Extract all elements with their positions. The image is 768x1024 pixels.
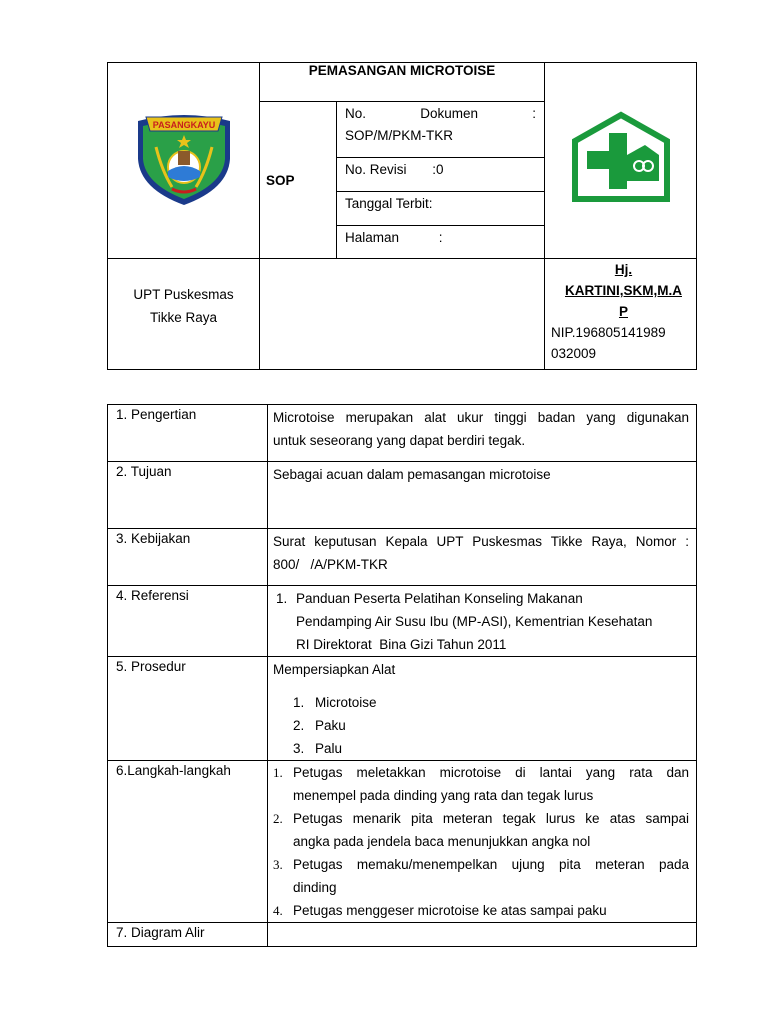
prosedur-intro: Mempersiapkan Alat xyxy=(273,662,396,677)
sop-content-table xyxy=(107,404,697,947)
no-dokumen-label: No. xyxy=(345,106,367,121)
row-referensi xyxy=(108,586,697,657)
row-diagram-alir xyxy=(108,923,697,947)
signer-line2: KARTINI,SKM,M.A xyxy=(565,283,682,298)
row-prosedur xyxy=(108,657,697,761)
referensi-line1: Panduan Peserta Pelatihan Konseling Makanan xyxy=(296,591,583,606)
list-item: 4. Petugas menggeser microtoise ke atas sampai paku xyxy=(273,903,607,918)
signer-line1: Hj. xyxy=(614,262,633,277)
emblem-banner-text: PASANGKAYU xyxy=(152,120,215,130)
sop-header-table xyxy=(107,62,697,370)
no-dokumen-colon: : xyxy=(532,106,536,121)
no-dokumen-value: SOP/M/PKM-TKR xyxy=(345,128,454,143)
pasangkayu-emblem-icon xyxy=(132,111,236,207)
langkah-label: 6.Langkah-langkah xyxy=(108,761,268,923)
no-revisi-label: No. Revisi xyxy=(345,162,407,177)
prosedur-label: 5. Prosedur xyxy=(108,657,268,761)
no-revisi-value: :0 xyxy=(432,162,444,177)
row-tujuan xyxy=(108,462,697,529)
tujuan-value: Sebagai acuan dalam pemasangan microtoise xyxy=(268,462,697,529)
org-cell xyxy=(108,259,260,370)
row-pengertian xyxy=(108,405,697,462)
kebijakan-line1: Surat keputusan Kepala UPT Puskesmas Tikke Raya, Nomor : xyxy=(273,534,689,549)
prosedur-list xyxy=(273,691,689,760)
referensi-label: 4. Referensi xyxy=(108,586,268,657)
kebijakan-line2: 800/ /A/PKM-TKR xyxy=(273,557,388,572)
empty-middle-cell xyxy=(260,259,545,370)
org-line1: UPT Puskesmas xyxy=(133,287,234,302)
puskesmas-logo-cell xyxy=(545,63,697,259)
doc-info-cell xyxy=(260,63,545,259)
puskesmas-logo-icon xyxy=(569,111,673,207)
pengertian-line1: Microtoise merupakan alat ukur tinggi badan yang digunakan xyxy=(273,410,689,425)
kebijakan-value xyxy=(268,529,697,586)
tanggal-terbit-label: Tanggal Terbit: xyxy=(345,196,433,211)
signer-cell xyxy=(545,259,697,370)
no-revisi-row xyxy=(337,158,545,192)
referensi-line3: RI Direktorat Bina Gizi Tahun 2011 xyxy=(296,637,507,652)
list-item: 3. Palu xyxy=(293,741,343,756)
pengertian-value xyxy=(268,405,697,462)
halaman-row xyxy=(337,226,545,259)
diagram-value xyxy=(268,923,697,947)
prosedur-value xyxy=(268,657,697,761)
list-item: 2. Petugas menarik pita meteran tegak lurus ke atas sampai angka pada jendela baca menunjukkan angka nol xyxy=(273,811,689,849)
referensi-value xyxy=(268,586,697,657)
tanggal-terbit-row xyxy=(337,192,545,226)
referensi-num: 1. xyxy=(276,591,288,606)
list-item: 3. Petugas memaku/menempelkan ujung pita meteran pada dinding xyxy=(273,857,689,895)
halaman-colon: : xyxy=(438,230,443,245)
list-item: 1. Petugas meletakkan microtoise di lantai yang rata dan menempel pada dinding yang rata dan tegak lurus xyxy=(273,765,689,803)
referensi-line2: Pendamping Air Susu Ibu (MP-ASI), Kementrian Kesehatan xyxy=(296,614,653,629)
no-dokumen-row xyxy=(337,102,545,158)
sop-label: SOP xyxy=(260,102,337,259)
no-dokumen-label2: Dokumen xyxy=(420,106,479,121)
regency-logo-cell xyxy=(108,63,260,259)
kebijakan-label: 3. Kebijakan xyxy=(108,529,268,586)
pengertian-label: 1. Pengertian xyxy=(108,405,268,462)
nip-line2: 032009 xyxy=(551,346,597,361)
diagram-label: 7. Diagram Alir xyxy=(108,923,268,947)
doc-title: PEMASANGAN MICROTOISE xyxy=(308,63,496,78)
list-item: 2. Paku xyxy=(293,718,346,733)
halaman-label: Halaman xyxy=(345,230,400,245)
tujuan-label: 2. Tujuan xyxy=(108,462,268,529)
nip-line1: NIP.196805141989 xyxy=(551,325,666,340)
list-item: 1. Microtoise xyxy=(293,695,377,710)
pengertian-line2: untuk seseorang yang dapat berdiri tegak. xyxy=(273,433,526,448)
org-line2: Tikke Raya xyxy=(149,310,218,325)
doc-meta-table xyxy=(260,101,544,258)
row-kebijakan xyxy=(108,529,697,586)
langkah-value xyxy=(268,761,697,923)
signer-line3: P xyxy=(618,304,628,319)
row-langkah xyxy=(108,761,697,923)
